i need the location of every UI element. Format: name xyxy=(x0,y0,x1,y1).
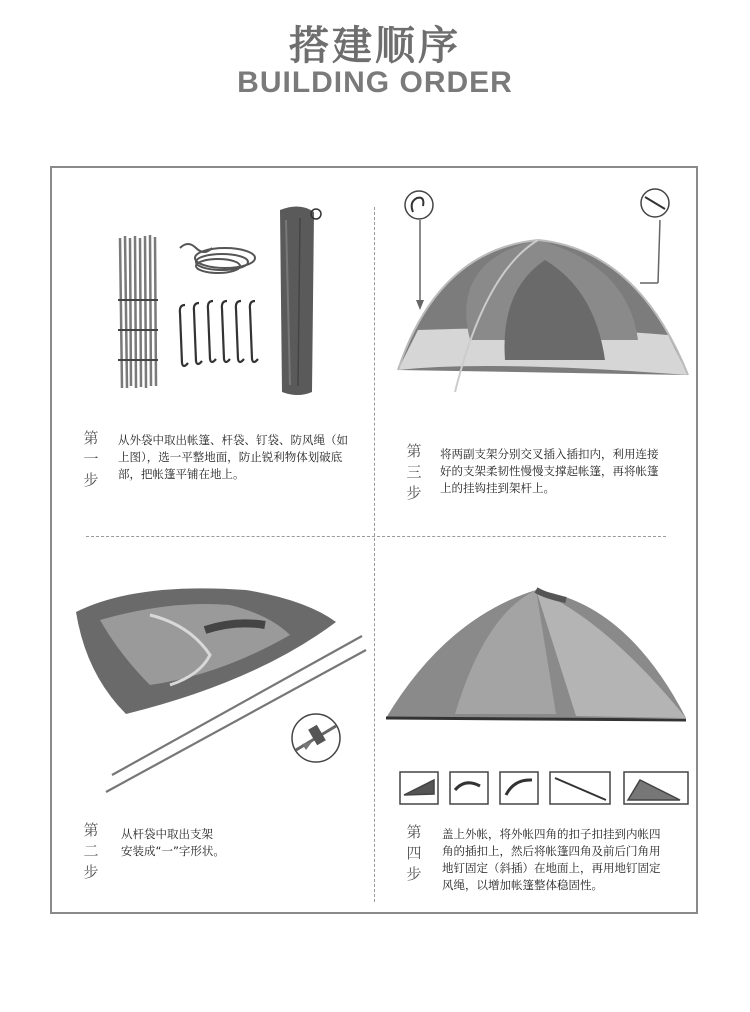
guy-rope-illustration xyxy=(180,244,255,273)
step4-line1: 盖上外帐，将外帐四角的扣子扣挂到内帐四 xyxy=(442,827,661,841)
step1-line1: 从外袋中取出帐篷、杆袋、钉袋、防风绳（如 xyxy=(118,433,348,447)
step1-label: 第一步 xyxy=(83,429,99,489)
page-subtitle: BUILDING ORDER xyxy=(237,66,513,99)
step2-label: 第二步 xyxy=(83,821,99,881)
step2-text xyxy=(121,826,321,860)
tent-stakes-illustration xyxy=(180,301,258,366)
step4-text xyxy=(442,826,687,894)
step4-line4: 风绳，以增加帐篷整体稳固性。 xyxy=(442,878,603,892)
flat-tent-illustration xyxy=(76,588,336,714)
step3-text xyxy=(440,446,680,497)
inner-tent-illustration xyxy=(398,189,688,392)
step4-line2: 角的插扣上，然后将帐篷四角及前后门角用 xyxy=(442,844,661,858)
page-title: 搭建顺序 xyxy=(289,23,461,69)
step1-line2: 上图），选一平整地面，防止锐利物体划破底 xyxy=(118,450,343,464)
step1-line3: 部，把帐篷平铺在地上。 xyxy=(118,467,245,481)
step1-text xyxy=(118,432,363,483)
step3-line2: 好的支架柔韧性慢慢支撑起帐篷，再将帐篷 xyxy=(440,464,659,478)
step3-line3: 上的挂钩挂到架杆上。 xyxy=(440,481,555,495)
step4-line3: 地钉固定（斜插）在地面上，再用地钉固定 xyxy=(442,861,661,875)
step2-line1: 从杆袋中取出支架 xyxy=(121,827,213,841)
step2-line2: 安装成“一”字形状。 xyxy=(121,844,225,858)
step3-line1: 将两副支架分别交叉插入插扣内，利用连接 xyxy=(440,447,659,461)
detail-steps-row xyxy=(400,772,688,804)
pole-connector-detail xyxy=(292,714,340,762)
poles-bundle-illustration xyxy=(118,235,158,388)
step4-label: 第四步 xyxy=(406,823,422,883)
full-tent-illustration xyxy=(386,590,686,720)
pole-bag-illustration xyxy=(280,206,321,395)
step3-label: 第三步 xyxy=(406,442,422,502)
